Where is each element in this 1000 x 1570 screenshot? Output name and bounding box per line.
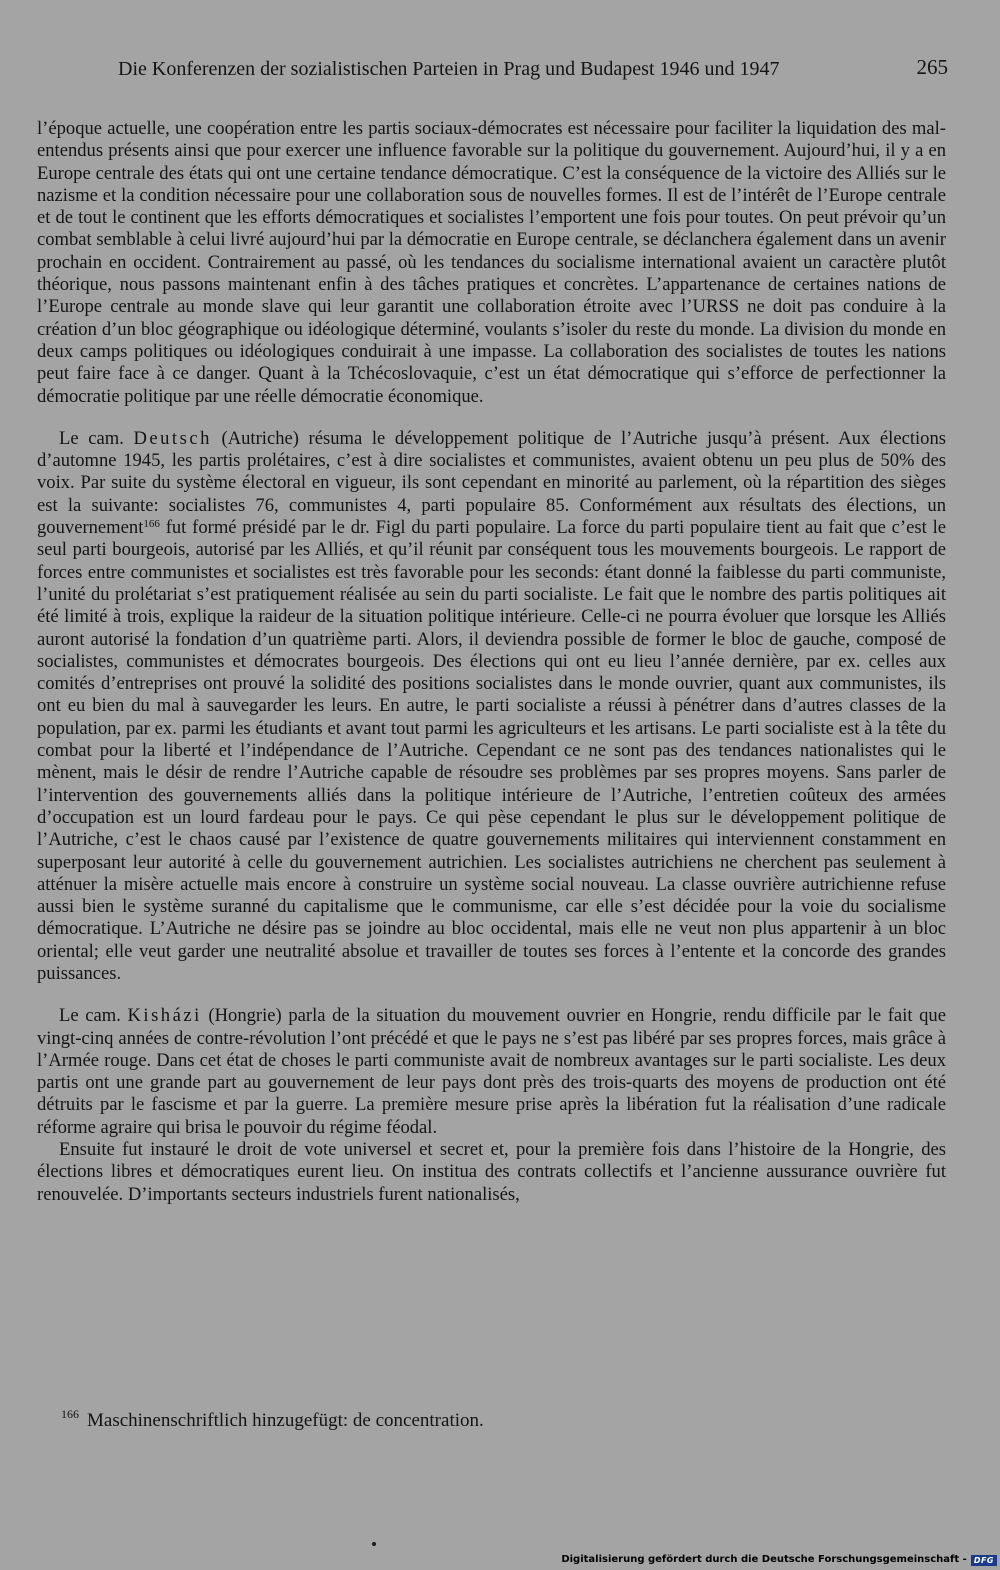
dfg-logo-icon: DFG: [971, 1555, 997, 1566]
paragraph-2-lead: Le cam.: [59, 427, 134, 449]
paragraph-2-text-b: fut formé présidé par le dr. Figl du parti populaire. La force du parti populaire tient au fait que c’est le seul parti bourgeois, autorisé par les Alliés, et qu’il réunit par conséquent tous les mouvements bourgeois. Le rapport de forces entre communistes et socialistes est très favorable pour les seconds: étant donné la faiblesse du parti communiste, l’unité du prolétariat s’est pratiquement réalisée au sein du parti socialiste. Le fait que le nombre des partis politiques ait été limité à trois, explique la raideur de la situation politique intérieure. Celle-ci ne pourra évoluer que lorsque les Alliés auront autorisé la fondation d’un quatrième parti. Alors, il deviendra possible de former le bloc de gauche, composé de socialistes, communistes et démocrates bourgeois. Des élections qui ont eu lieu l’année dernière, par ex. celles aux comités d’entreprises ont prouvé la solidité des positions socialistes dans le monde ouvrier, quant aux communistes, ils ont eu bien du mal à sauvegarder les leurs. En autre, le parti socialiste a réussi à pénétrer dans d’autres classes de la population, par ex. parmi les étudiants et avant tout parmi les agriculteurs et les artisans. Le parti socialiste est à la tête du combat pour la liberté et l’indépendance de l’Autriche. Cependant ce ne sont pas des tendances nationalistes qui le mènent, mais le désir de rendre l’Autriche capable de résoudre ses problèmes par ses propres moyens. Sans parler de l’intervention des gouvernements alliés dans la politique intérieure de l’Autriche, l’entretien coûteux des armées d’occupation est un lourd fardeau pour le pays. Ce qui pèse cependant le plus sur le développement politique de l’Autriche, c’est le chaos causé par l’existence de quatre gouvernements militaires qui interviennent constamment en superposant leur autorité à celle du gouvernement autrichien. Les socialistes autrichiens ne cherchent pas seulement à atténuer la misère actuelle mais encore à construire un système social nouveau. La classe ouvrière autrichienne refuse aussi bien le système suranné du capitalisme que le communisme, car elle s’est décidée pour la voie du socialisme démocratique. L’Autriche ne désire pas se joindre au bloc occidental, mais elle ne veut non plus appartenir à un bloc oriental; elle veut garder une neutralité absolue et travailler de toutes ses forces à l’entente et la concorde des grandes puissances.: [37, 517, 946, 984]
paragraph-1: l’époque actuelle, une coopération entre les partis sociaux-démocrates est nécessaire pour faciliter la liquidation des mal-entendus présents ainsi que pour exercer une influence favorable sur la politique du gouvernement. Aujourd’hui, il y a en Europe centrale des états qui ont une certaine tendance démocratique. C’est la conséquence de la victoire des Alliés sur le nazisme et la condition nécessaire pour une collaboration sous de nouvelles formes. Il est de l’intérêt de l’Europe centrale et de tout le continent que les efforts démocratiques et socialistes l’emportent une fois pour toutes. On peut prévoir qu’un combat semblable à celui livré aujourd’hui par la démocratie en Europe centrale, se déclanchera également dans un avenir prochain en occident. Contrairement au passé, où les tendances du socialisme international avaient un caractère plutôt théorique, nous passons maintenant enfin à des tâches pratiques et concrètes. L’appartenance de certaines nations de l’Europe centrale au monde slave qui leur garantit une collaboration étroite avec l’URSS ne doit pas conduire à la création d’un bloc géographique ou idéologique déterminé, voulants s’isoler du reste du monde. La division du monde en deux camps politiques ou idéologiques conduirait à une impasse. La collaboration des socialistes de toutes les nations peut faire face à ce danger. Quant à la Tchécoslovaquie, c’est un état démocratique qui s’efforce de perfectionner la démocratie politique par une réelle démocratie économique.: [37, 118, 946, 407]
main-text: [37, 118, 946, 1206]
paragraph-2: [37, 428, 946, 985]
paragraph-4: Ensuite fut instauré le droit de vote universel et secret et, pour la première fois dans l’histoire de la Hongrie, des élections libres et démocratiques eurent lieu. On institua des contrats collectifs et l’ancienne aussurance ouvrière fut renouvelée. D’importants secteurs industriels furent nationalisés,: [37, 1139, 946, 1205]
footnote-number: 166: [61, 1407, 79, 1421]
running-header: [118, 54, 948, 86]
running-title: Die Konferenzen der sozialistischen Parteien in Prag und Budapest 1946 und 1947: [118, 58, 780, 80]
speaker-name-deutsch: Deutsch: [133, 427, 212, 449]
paragraph-3-lead: Le cam.: [59, 1005, 128, 1027]
footnote-ref-166: 166: [143, 518, 160, 531]
credit-text: Digitalisierung gefördert durch die Deutsche Forschungsgemeinschaft -: [561, 1554, 967, 1565]
digitization-credit: [561, 1553, 997, 1567]
footnote-text: Maschinenschriftlich hinzugefügt: de concentration.: [87, 1410, 484, 1431]
scan-mark: [372, 1542, 376, 1546]
paragraph-2-text-a: (Autriche) résuma le développement politique de l’Autriche jusqu’à présent. Aux élections d’automne 1945, les partis prolétaires, c’est à dire socialistes et communistes, avaient obtenu un peu plus de 50% des voix. Par suite du système électoral en vigueur, ils sont cependant en minorité au parlement, où la répartition des sièges est la suivante: socialistes 76, communistes 4, parti populaire 85. Conformément aux résultats des élections, un gouvernement: [37, 427, 946, 539]
paragraph-3-text: (Hongrie) parla de la situation du mouvement ouvrier en Hongrie, rendu difficile par le fait que vingt-cinq années de contre-révolution l’ont précédé et que le pays ne s’est pas libéré par ses propres forces, mais grâce à l’Armée rouge. Dans cet état de choses le parti communiste avait de nombreux avantages sur le parti socialiste. Les deux partis ont une grande part au gouvernement de leur pays dont près des trois-quarts des moyens de production ont été détruits par le fascisme et par la guerre. La première mesure prise après la libération fut la réalisation d’une radicale réforme agraire qui brisa le pouvoir du régime féodal.: [37, 1005, 946, 1138]
page-number: 265: [916, 55, 948, 79]
speaker-name-kishazi: Kisházi: [127, 1005, 202, 1027]
paragraph-3: [37, 1005, 946, 1139]
footnote: [61, 1409, 941, 1433]
